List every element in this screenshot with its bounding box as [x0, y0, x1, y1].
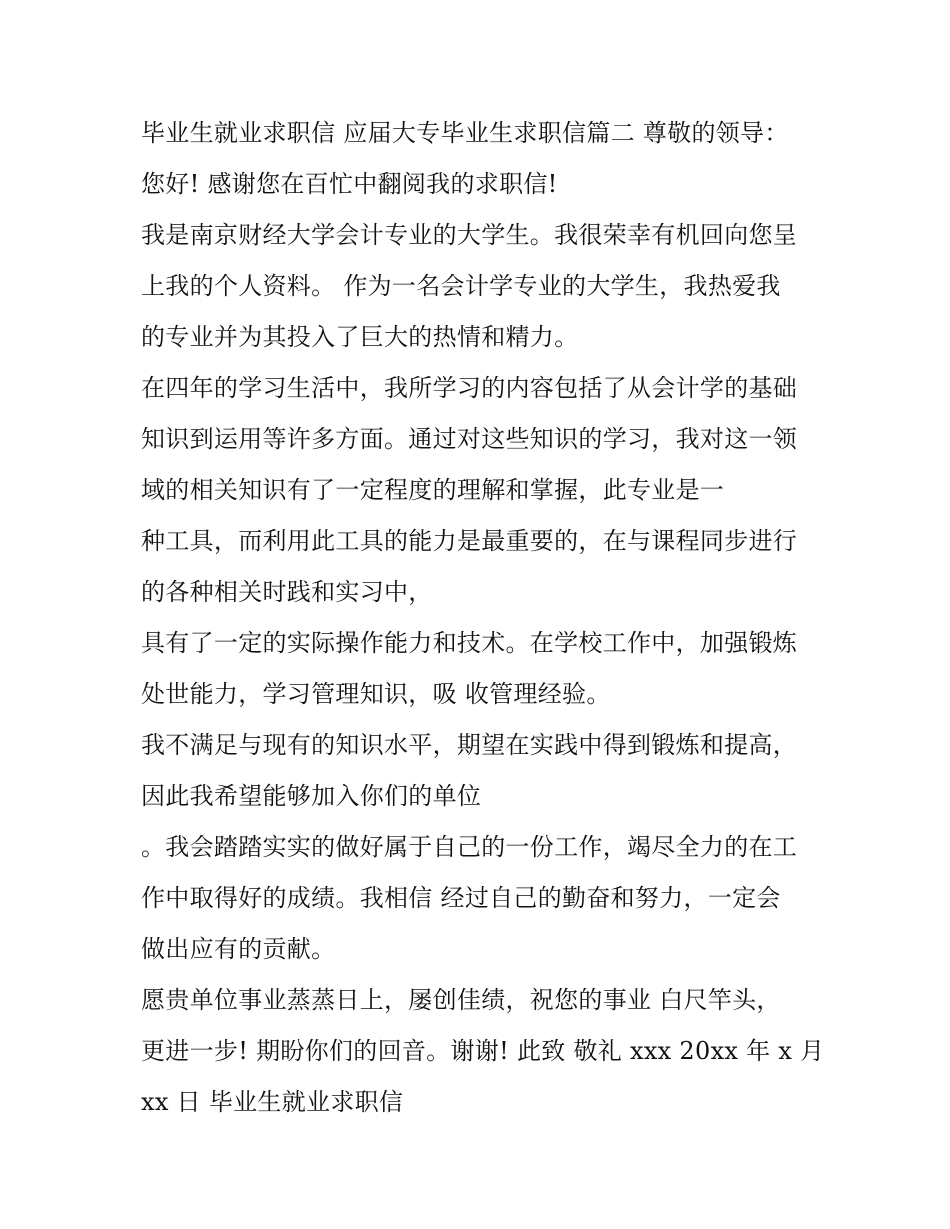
text-line: 我不满足与现有的知识水平，期望在实践中得到锻炼和提高， [141, 731, 798, 759]
text-line: 知识到运用等许多方面。通过对这些知识的学习，我对这一领 [141, 425, 798, 453]
text-line: 在四年的学习生活中，我所学习的内容包括了从会计学的基础 [141, 374, 798, 402]
text-line: 处世能力，学习管理知识，吸 收管理经验。 [141, 680, 611, 708]
text-line: 更进一步! 期盼你们的回音。谢谢! 此致 敬礼 xxx 20xx 年 x 月 [141, 1037, 825, 1065]
text-line: xx 日 毕业生就业求职信 [141, 1088, 404, 1116]
text-line: 您好! 感谢您在百忙中翻阅我的求职信! [141, 170, 558, 198]
text-line: 具有了一定的实际操作能力和技术。在学校工作中，加强锻炼 [141, 629, 798, 657]
text-line: 作中取得好的成绩。我相信 经过自己的勤奋和努力，一定会 [141, 884, 781, 912]
text-line: 因此我希望能够加入你们的单位 [141, 782, 482, 810]
text-line: 的各种相关时践和实习中， [141, 578, 433, 606]
text-line: 的专业并为其投入了巨大的热情和精力。 [141, 323, 579, 351]
text-line: 做出应有的贡献。 [141, 935, 336, 963]
text-line: 。我会踏踏实实的做好属于自己的一份工作，竭尽全力的在工 [141, 833, 798, 861]
text-line: 域的相关知识有了一定程度的理解和掌握，此专业是一 [141, 476, 725, 504]
text-line: 上我的个人资料。 作为一名会计学专业的大学生，我热爱我 [141, 272, 781, 300]
text-line: 愿贵单位事业蒸蒸日上，屡创佳绩，祝您的事业 白尺竿头， [141, 986, 781, 1014]
text-line: 我是南京财经大学会计专业的大学生。我很荣幸有机回向您呈 [141, 221, 798, 249]
letter-body [141, 108, 831, 1128]
text-line: 种工具，而利用此工具的能力是最重要的，在与课程同步进行 [141, 527, 798, 555]
text-line: 毕业生就业求职信 应届大专毕业生求职信篇二 尊敬的领导： [141, 119, 789, 147]
